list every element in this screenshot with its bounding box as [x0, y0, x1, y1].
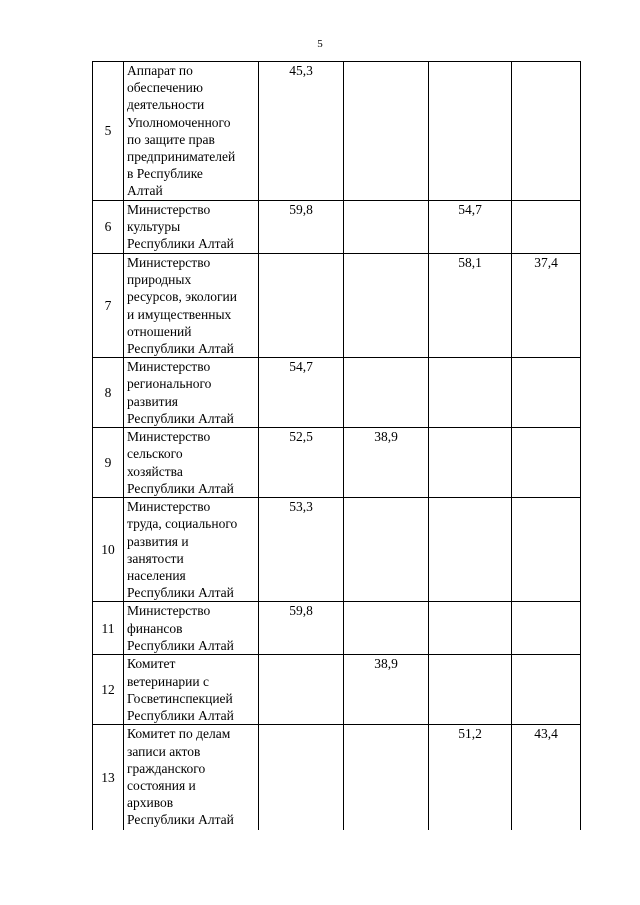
value-col-2 — [344, 725, 429, 830]
value-col-2: 38,9 — [344, 428, 429, 498]
value-col-4: 37,4 — [512, 254, 581, 358]
table-row — [93, 655, 581, 725]
table-row — [93, 725, 581, 830]
value-col-3 — [429, 655, 512, 725]
value-col-4 — [512, 201, 581, 254]
value-col-1: 52,5 — [259, 428, 344, 498]
value-col-1 — [259, 254, 344, 358]
value-col-2 — [344, 498, 429, 602]
agency-name: Министерство сельского хозяйства Республики Алтай — [124, 428, 259, 498]
agency-indicator-table — [92, 61, 581, 830]
page-number: 5 — [317, 38, 323, 50]
value-col-3 — [429, 602, 512, 655]
value-col-4 — [512, 498, 581, 602]
agency-name: Министерство природных ресурсов, экологии и имущественных отношений Республики Алтай — [124, 254, 259, 358]
row-number: 8 — [93, 358, 124, 428]
value-col-3: 58,1 — [429, 254, 512, 358]
row-number: 5 — [93, 62, 124, 201]
value-col-2 — [344, 602, 429, 655]
agency-name: Министерство регионального развития Республики Алтай — [124, 358, 259, 428]
agency-name: Аппарат по обеспечению деятельности Уполномоченного по защите прав предпринимателей в Республике Алтай — [124, 62, 259, 201]
table-row — [93, 201, 581, 254]
value-col-3 — [429, 428, 512, 498]
row-number: 12 — [93, 655, 124, 725]
value-col-3 — [429, 498, 512, 602]
table-row — [93, 602, 581, 655]
value-col-2 — [344, 254, 429, 358]
value-col-2 — [344, 62, 429, 201]
value-col-3 — [429, 62, 512, 201]
value-col-4 — [512, 358, 581, 428]
value-col-4 — [512, 602, 581, 655]
agency-name: Комитет ветеринарии с Госветинспекцией Республики Алтай — [124, 655, 259, 725]
value-col-1: 59,8 — [259, 201, 344, 254]
row-number: 7 — [93, 254, 124, 358]
row-number: 9 — [93, 428, 124, 498]
value-col-3 — [429, 358, 512, 428]
row-number: 10 — [93, 498, 124, 602]
agency-name: Министерство культуры Республики Алтай — [124, 201, 259, 254]
value-col-4 — [512, 62, 581, 201]
table-row — [93, 498, 581, 602]
agency-name: Министерство труда, социального развития и занятости населения Республики Алтай — [124, 498, 259, 602]
row-number: 13 — [93, 725, 124, 830]
agency-name: Комитет по делам записи актов гражданского состояния и архивов Республики Алтай — [124, 725, 259, 830]
value-col-4 — [512, 655, 581, 725]
value-col-4: 43,4 — [512, 725, 581, 830]
value-col-2: 38,9 — [344, 655, 429, 725]
value-col-1: 54,7 — [259, 358, 344, 428]
row-number: 11 — [93, 602, 124, 655]
table-row — [93, 62, 581, 201]
value-col-3: 51,2 — [429, 725, 512, 830]
row-number: 6 — [93, 201, 124, 254]
value-col-2 — [344, 201, 429, 254]
value-col-1 — [259, 725, 344, 830]
agency-name: Министерство финансов Республики Алтай — [124, 602, 259, 655]
value-col-4 — [512, 428, 581, 498]
table-row — [93, 428, 581, 498]
value-col-1: 59,8 — [259, 602, 344, 655]
table-row — [93, 254, 581, 358]
value-col-3: 54,7 — [429, 201, 512, 254]
value-col-2 — [344, 358, 429, 428]
table-row — [93, 358, 581, 428]
value-col-1: 53,3 — [259, 498, 344, 602]
value-col-1 — [259, 655, 344, 725]
value-col-1: 45,3 — [259, 62, 344, 201]
